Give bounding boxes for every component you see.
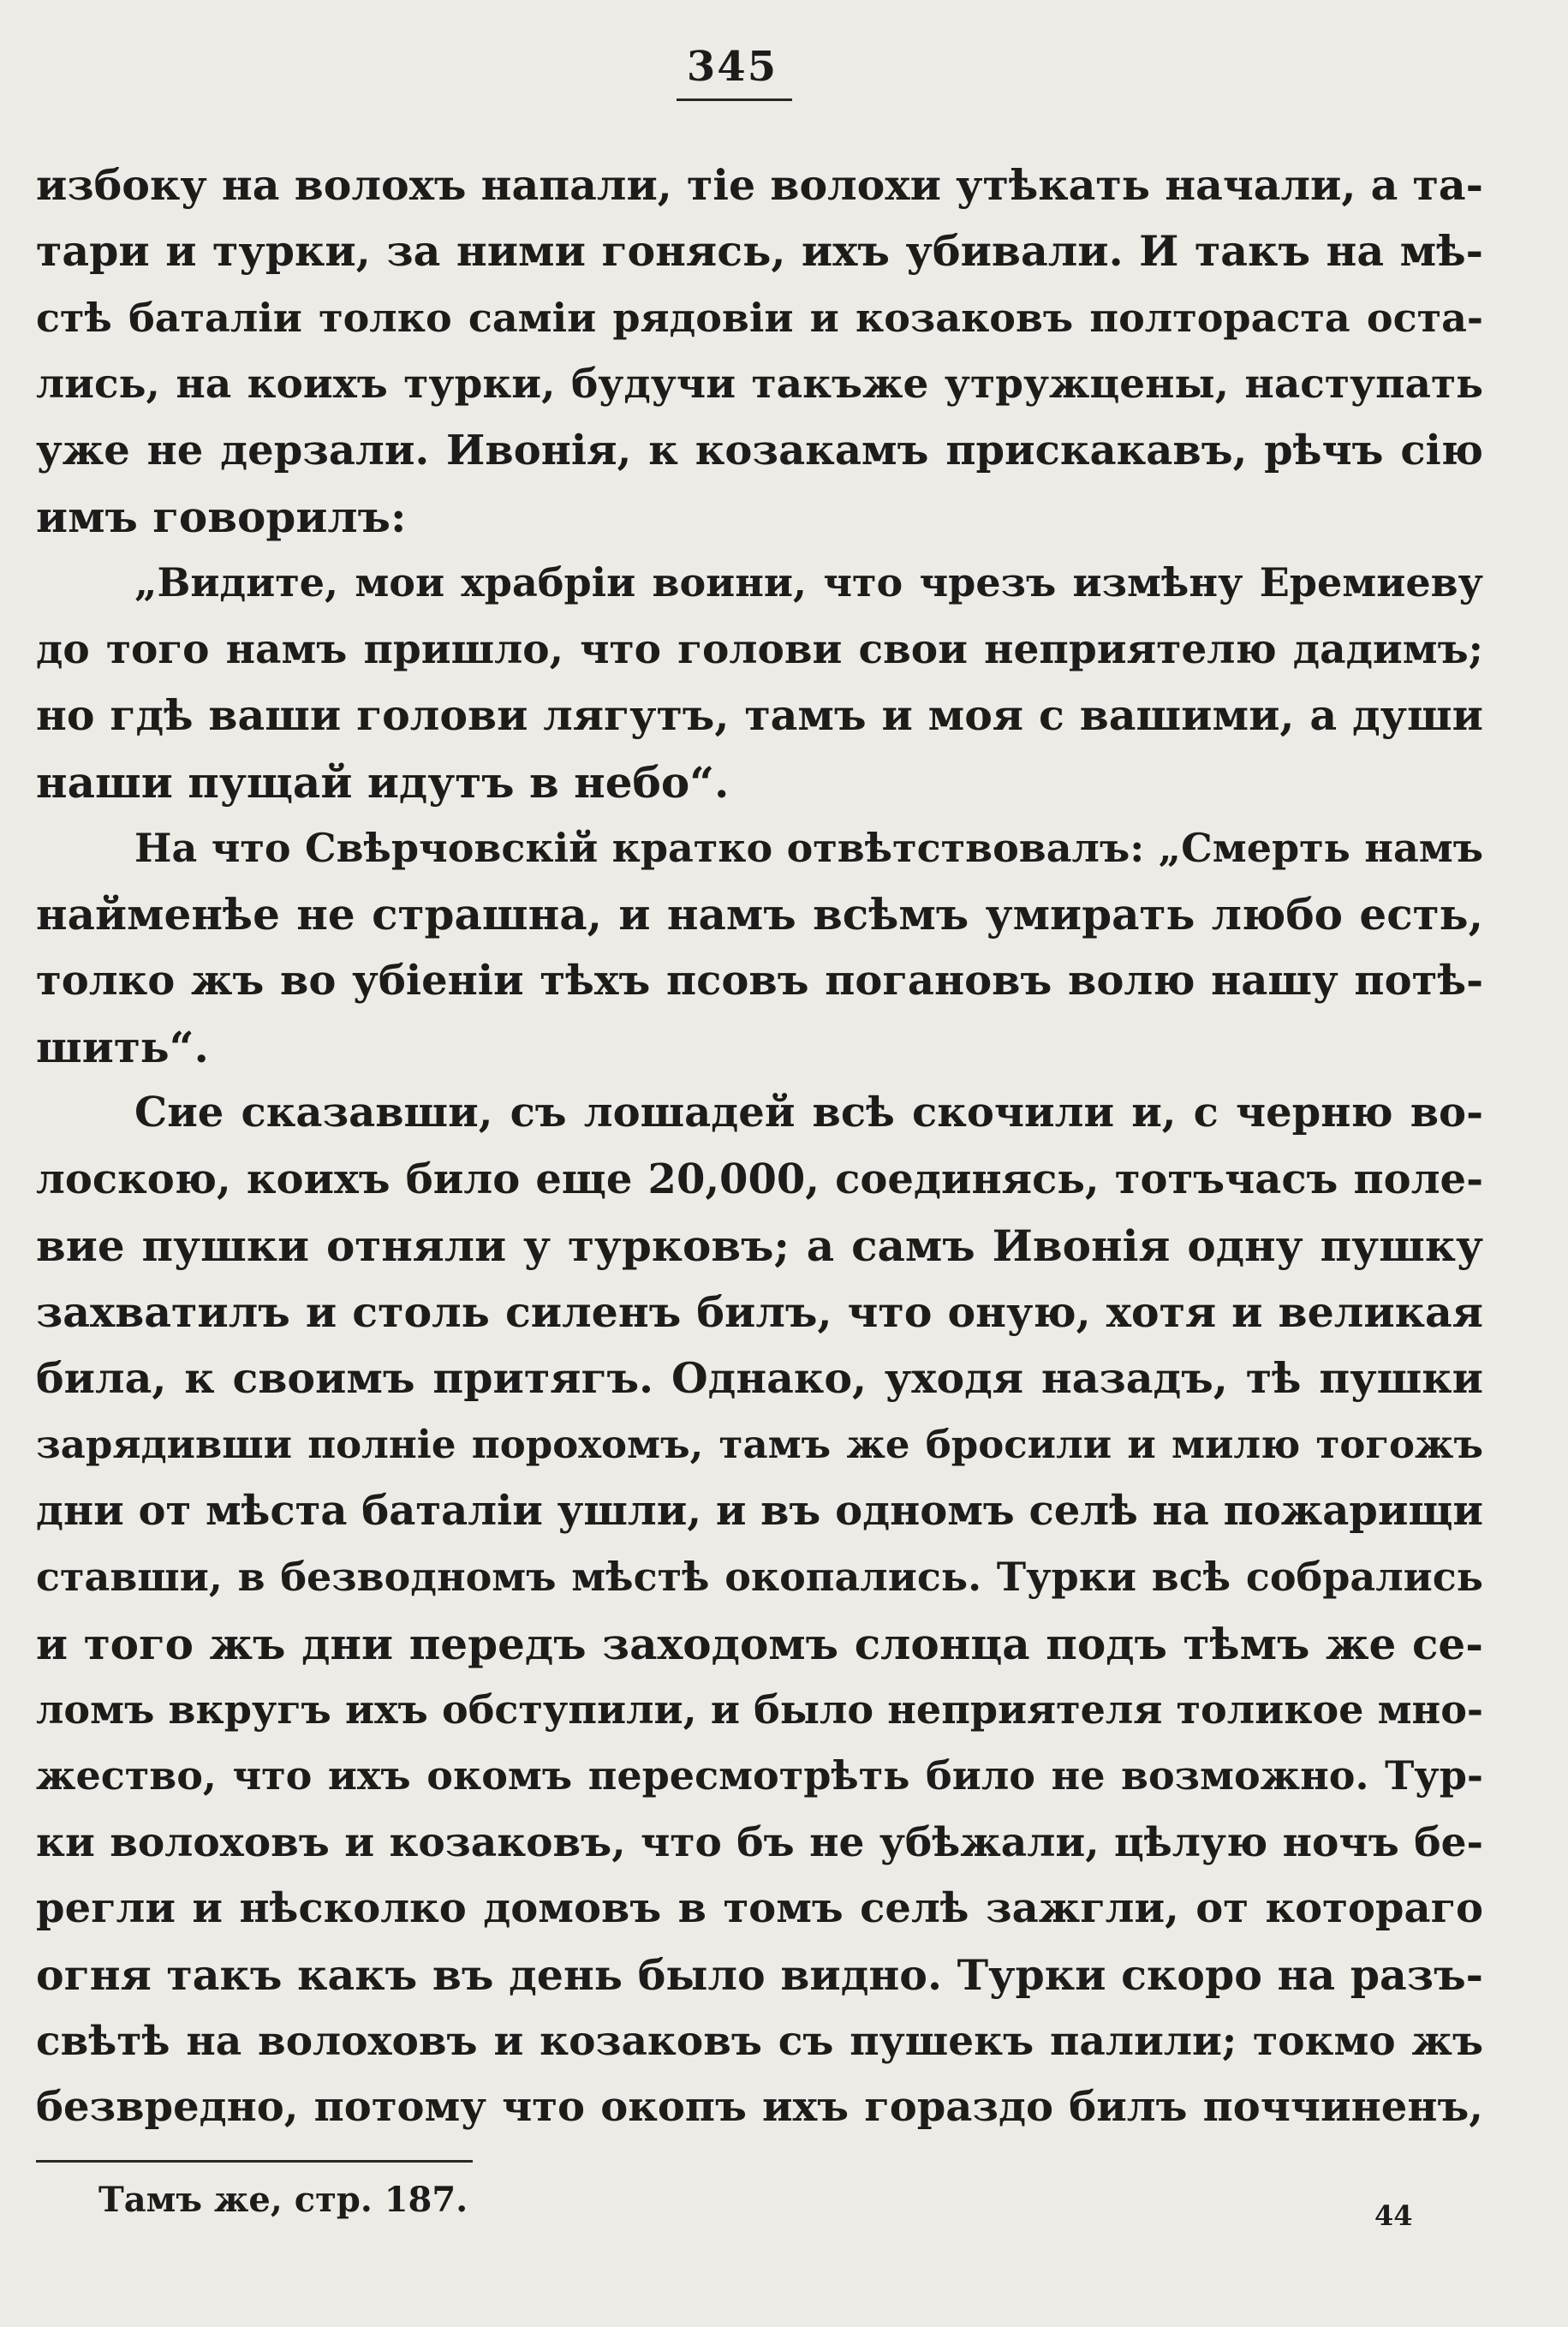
text-line: и того жъ дни передъ заходомъ слонца подъ тѣмъ же се- bbox=[36, 1618, 1483, 1669]
text-line: регли и нѣсколко домовъ в томъ селѣ зажгли, от котораго bbox=[36, 1884, 1483, 1933]
footnote: Тамъ же, стр. 187. bbox=[98, 2180, 468, 2220]
text-line: била, к своимъ притягъ. Однако, уходя назадъ, тѣ пушки bbox=[36, 1353, 1483, 1404]
text-line: лоскою, коихъ било еще 20,000, соединясь, тотъчасъ поле- bbox=[36, 1155, 1483, 1203]
body-text bbox=[36, 152, 1483, 2141]
text-line: лись, на коихъ турки, будучи такъже утружцены, наступать bbox=[36, 361, 1483, 409]
text-line: зарядивши полніе порохомъ, тамъ же бросили и милю тогожъ bbox=[36, 1422, 1483, 1468]
text-line: стѣ баталіи толко саміи рядовіи и козаковъ полтораста оста- bbox=[36, 294, 1483, 341]
text-line: тари и турки, за ними гонясь, ихъ убивали. И такъ на мѣ- bbox=[36, 226, 1483, 277]
text-line: дни от мѣста баталіи ушли, и въ одномъ селѣ на пожарищи bbox=[36, 1486, 1483, 1535]
text-line: наши пущай идутъ в небо“. bbox=[36, 756, 730, 808]
text-line: огня такъ какъ въ день было видно. Турки скоро на разъ- bbox=[36, 1949, 1483, 2000]
text-line: избоку на волохъ напали, тіе волохи утѣкать начали, а та- bbox=[36, 160, 1483, 210]
text-line: шить“. bbox=[36, 1022, 209, 1073]
text-line: уже не дерзали. Ивонія, к козакамъ прискакавъ, рѣчъ сію bbox=[36, 426, 1483, 474]
text-line: ставши, в безводномъ мѣстѣ окопались. Турки всѣ собрались bbox=[36, 1554, 1483, 1601]
text-line: На что Свѣрчовскій кратко отвѣтствовалъ: „Смерть намъ bbox=[134, 824, 1483, 871]
page-number-underline bbox=[677, 98, 792, 101]
signature-mark: 44 bbox=[1374, 2199, 1413, 2232]
text-line: ломъ вкругъ ихъ обступили, и было неприятеля толикое мно- bbox=[36, 1686, 1483, 1733]
text-line: безвредно, потому что окопъ ихъ гораздо билъ поччиненъ, bbox=[36, 2083, 1483, 2132]
footnote-separator bbox=[36, 2160, 473, 2163]
text-line: найменѣе не страшна, и намъ всѣмъ умирать любо есть, bbox=[36, 889, 1483, 940]
text-line: захватилъ и столь силенъ билъ, что оную, хотя и великая bbox=[36, 1286, 1483, 1337]
text-line: ки волоховъ и козаковъ, что бъ не убѣжали, цѣлую ночъ бе- bbox=[36, 1818, 1483, 1866]
text-line: „Видите, мои храбріи воини, что чрезъ измѣну Еремиеву bbox=[134, 559, 1483, 606]
text-line: но гдѣ ваши голови лягутъ, тамъ и моя с вашими, а души bbox=[36, 690, 1483, 741]
text-line: вие пушки отняли у турковъ; а самъ Ивонія одну пушку bbox=[36, 1220, 1483, 1272]
text-line: свѣтѣ на волоховъ и козаковъ съ пушекъ палили; токмо жъ bbox=[36, 2017, 1483, 2065]
text-line: Сие сказавши, съ лошадей всѣ скочили и, с черню во- bbox=[134, 1089, 1483, 1137]
page-number: 345 bbox=[686, 43, 778, 91]
text-line: толко жъ во убіеніи тѣхъ псовъ погановъ волю нашу потѣ- bbox=[36, 956, 1483, 1005]
text-line: жество, что ихъ окомъ пересмотрѣть било не возможно. Тур- bbox=[36, 1752, 1483, 1799]
text-line: до того намъ пришло, что голови свои неприятелю дадимъ; bbox=[36, 625, 1483, 673]
text-line: имъ говорилъ: bbox=[36, 491, 407, 542]
